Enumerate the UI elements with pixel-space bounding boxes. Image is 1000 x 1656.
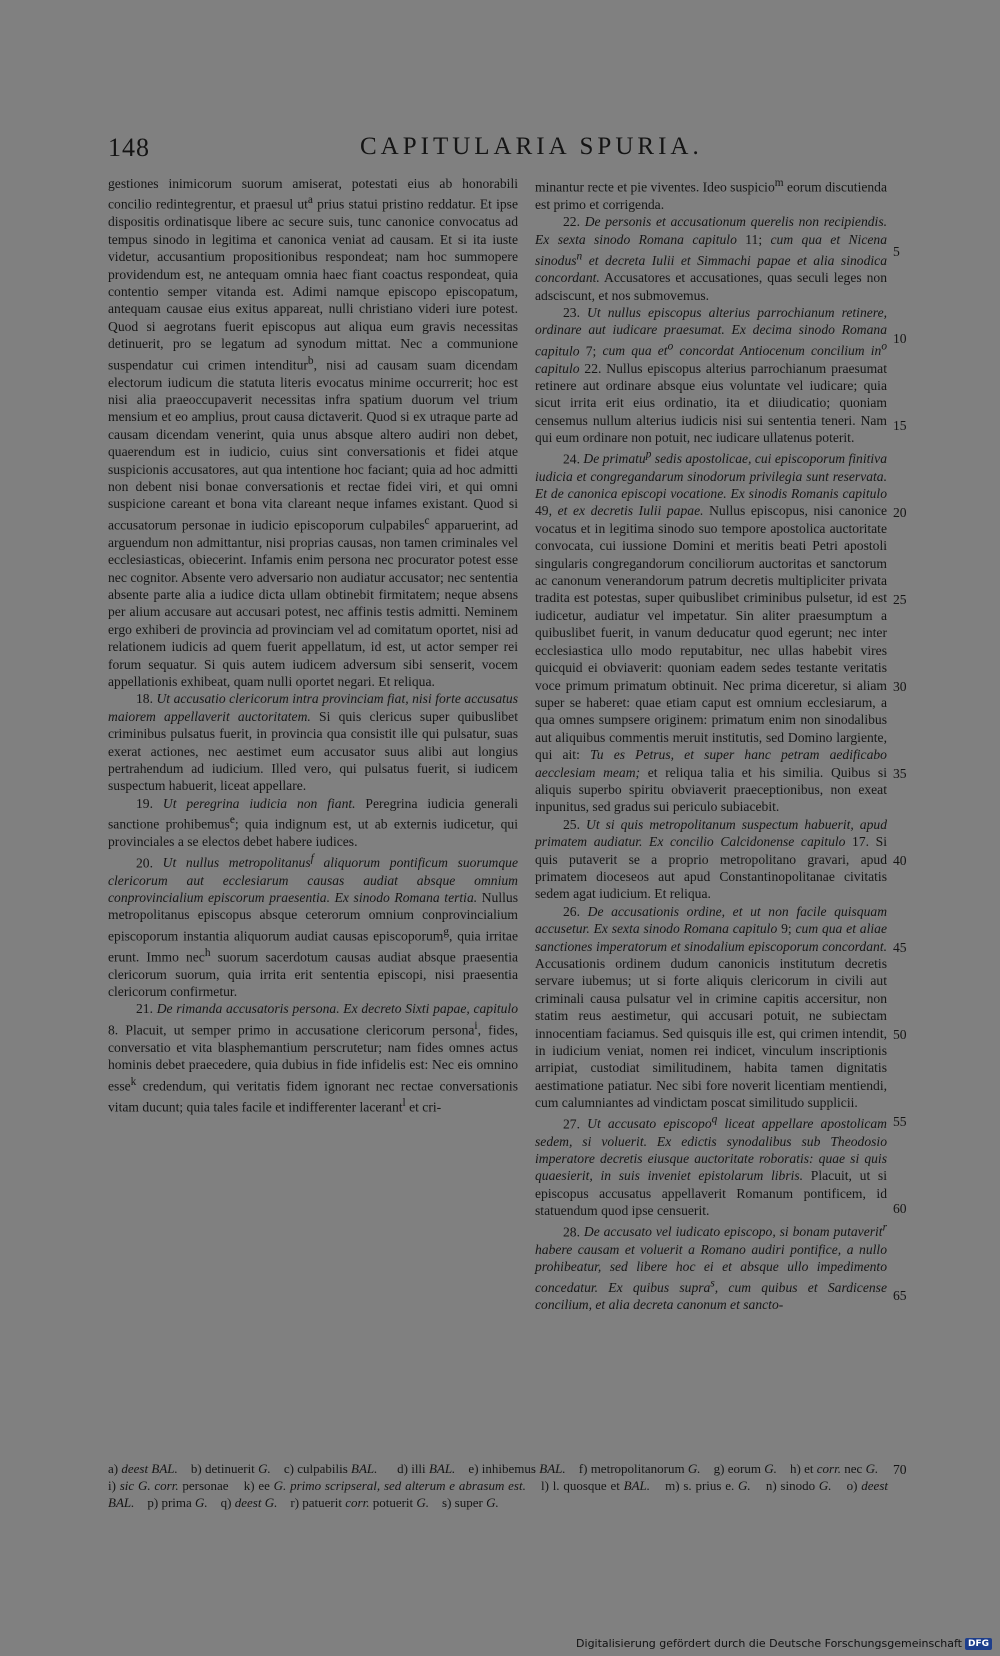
paragraph: 28. De accusato vel iudicato episcopo, si bonam putaverit$^r$ habere causam et voluerit a Romano audiri pontifice, a nullo prohibeatur, sed libere hoc ei et absque ullo impedimento concedatur. Ex quibus supra$^s$, cum quibus et Sardicense concilium, et alia decreta canonum et sancto- xyxy=(535,1221,887,1313)
line-number: 40 xyxy=(893,853,907,868)
paragraph: 18. Ut accusatio clericorum intra provinciam fiat, nisi forte accusatus maiorem appellaverit auctoritatem. Si quis clericus super quibuslibet criminibus pulsatus fuerit, in provincia qua consistit ille qui pulsatur, suas exerat actiones, nec aestimet eum accusator suus alibi aut longius pertrahendum ad iudicium. Illed vero, qui pulsatus fuerit, si iudicem suspectum habuerit, liceat appellare. xyxy=(108,691,519,794)
paragraph: 25. Ut si quis metropolitanum suspectum habuerit, apud primatem audiatur. Ex concilio Calcidonense capitulo 17. Si quis putaverit se a proprio metropolitano gravari, apud primatem dioceseos aut apud Constantinopolitanae civitatis sedem agat iudicium. Et reliqua. xyxy=(535,816,887,902)
line-number: 55 xyxy=(893,1114,907,1129)
paragraph: 19. Ut peregrina iudicia non fiant. Peregrina iudicia generali sanctione prohibemus$^e$; quia indignum est, ut ab externis iudicetur, qui provinciales a se electos debet habere iudices. xyxy=(108,795,519,850)
left-text-column xyxy=(108,175,518,1115)
paragraph: 21. De rimanda accusatoris persona. Ex decreto Sixti papae, capitulo 8. Placuit, ut semper primo in accusatione clericorum persona$^i$, fides, conversatio et vita blasphemantium perscrutetur; nam fides omnes actus hominis debet praecedere, quia dubius in fide infidelis est: Nec eis omnino esse$^k$ credendum, qui veritatis fidem ignorant nec rectae conversationis vitam ducunt; quia tales facile et indifferenter lacerant$^l$ et cri- xyxy=(108,1001,519,1115)
line-number: 65 xyxy=(893,1288,907,1303)
running-head: CAPITULARIA SPURIA. xyxy=(360,133,703,160)
line-number: 5 xyxy=(893,244,900,259)
line-number: 60 xyxy=(893,1201,907,1216)
paragraph: gestiones inimicorum suorum amiserat, potestati eius ab honorabili concilio redintegrentur, et praesul $ut^a$ prius statui pristino reddatur. Et ipse dispositis ordinatisque libere ac secure suis, tunc canonice convocatus ad tempus sinodo in legitima et canonica veniat ad causam. Et si ita iuste videtur, accusantium propositionibus respondeat; nam hoc summopere providendum est, ne antequam omnia haec fiant coactus respondeat, quia contentio semper vitanda est. Adimi namque episcopo episcopatum, antequam causae eius exitus appareat, nulli christiano videri iure potest. Quod si aegrotans fuerit episcopus aut aliqua eum gravis necessitas detinuerit, pro se legatum ad synodum mittat. Nec a communione suspendatur cui crimen intenditur$^b$, nisi ad causam suam dicendam electorum iudicum die statuta literis evocatus minime occurrerit; hoc est nisi alia praeoccupaverit necessitas infra spatium duorum vel trium mensium et eo amplius, prout causa dictaverit. Quod si ex utraque parte ad causam dicendam venerint, quia unus absque altero audiri non debet, quaerendum est in iudicio, cuius sint conversationis et fidei atque suspicionis accusatores, aut qua intentione hoc faciant; quia ad hoc admitti non debent nisi bonae conversationis et rectae fidei viri, et qui omni suspicione careant et bona vita clareant neque infames existant. Quod si accusatorum personae in iudicio episcoporum culpabiles$^c$ apparuerint, ad arguendum non admittantur, nisi proprias causas, non tamen criminales vel ecclesiasticas, obiecerint. Infamis enim persona nec procurator potest esse nec cognitor. Absente vero adversario non audiatur accusator; nec sententia absente parte alia a iudice dicta ullam obtinebit firmitatem; neque absens per alium accusare aut accusari potest, nec affinis testis admitti. Neminem ergo exhiberi de provincia ad provinciam vel ad comitatum oportet, nisi ad relationem iudicis ad quem fuerit appellatum, id est, ut actor semper rei forum sequatur. Si quis autem iudicem adversum sibi senserit, vocem appellationis exhibeat, quam nulli oportet negari. Et reliqua. xyxy=(108,176,519,689)
digitization-credit xyxy=(576,1637,992,1650)
footnotes: a) deest BAL. b) detinuerit G. c) culpabilis BAL. d) illi BAL. e) inhibemus BAL. f) metropolitanorum G. g) eorum G. h) et corr. nec G. i) sic G. corr. personae k) ee G. primo scripseral, sed alterum e abrasum est. l) l. quosque et BAL. m) s. prius e. G. n) sinodo G. o) deest BAL. p) prima G. q) deest G. r) patuerit corr. potuerit G. s) super G. xyxy=(108,1461,889,1510)
right-text-column xyxy=(535,175,887,1314)
line-number: 20 xyxy=(893,505,907,520)
line-number: 15 xyxy=(893,418,907,433)
line-number: 35 xyxy=(893,766,907,781)
footnote-line-number: 70 xyxy=(893,1462,907,1477)
line-number: 10 xyxy=(893,331,907,346)
paragraph: 24. De primatu$^p$ sedis apostolicae, cui episcoporum finitiva iudicia et congregandarum sinodorum privilegia sunt reservata. Et de canonica episcopi vocatione. Ex sinodis Romanis capitulo 49, et ex decretis Iulii papae. Nullus episcopus, nisi canonice vocatus et in legitima sinodo suo tempore apostolica auctoritate convocata, cui iussione Domini et meritis beati Petri apostoli singularis congregandorum conciliorum auctoritas et sanctorum ac canonum venerandorum patrum decretis multipliciter privata tradita est potestas, super quibuslibet criminibus pulsetur, id est iudicetur, audiatur vel impetatur. Sin aliter praesumptum a quibuslibet fuerit, in vanum deducatur quod egerunt; nec inter ecclesiastica ullo modo reputabitur, nec ullas habebit vires quicquid ei obviaverit: quoniam eadem sedes testante veritatis voce primum primatum obtinuit. Nec prima diceretur, si aliam super se haberet: quae etiam caput est omnium ecclesiarum, a qua omnes sumpsere originem: primatum enim non sinodalibus aut aliquibus commentis meruit institutis, sed Domino largiente, qui ait: Tu es Petrus, et super hanc petram aedificabo aecclesiam meam; et reliqua talia et his similia. Quibus si aliquis superbo spiritu obviaverit praeceptionibus, non exeat inpunitus, sed gradus sui periculo subiacebit. xyxy=(535,448,887,815)
paragraph: 20. Ut nullus metropolitanus$^f$ aliquorum pontificum suorumque clericorum aut ecclesiarum causas audiat absque omnium conprovincialium episcorum praesentia. Ex sinodo Romana tertia. Nullus metropolitanus episcopus absque ceterorum omnium conprovincialium episcoporum instantia aliquorum audiat causas episcoporum$^g$, quia irritae erunt. Immo nec$^h$ suorum sacerdotum causas audiat absque praesentia clericorum suorum, quia irrita erit sententia episcopi, nisi praesentia clericorum confirmetur. xyxy=(108,852,518,999)
paragraph: 23. Ut nullus episcopus alterius parrochianum retinere, ordinare aut iudicare praesumat. Ex decima sinodo Romana capitulo 7; cum qua $et^o$ concordat Antiocenum concilium $in^o$ capitulo 22. Nullus episcopus alterius parrochianum praesumat retinere aut ordinare absque eius voluntate vel iudicare; quia sicut irrita erit eius ordinatio, ita et diiudicatio; quoniam censemus nullum alterius iudicis nisi sui sententia teneri. Nam qui eum ordinare non potuit, nec iudicare ullatenus poterit. xyxy=(535,304,887,446)
line-number: 45 xyxy=(893,940,907,955)
paragraph: 22. De personis et accusationum querelis non recipiendis. Ex sexta sinodo Romana capitulo 11; cum qua et Nicena sinodus$^n$ et decreta Iulii et Simmachi papae et alia sinodica concordant. Accusatores et accusationes, quas seculi leges non adsciscunt, et nos submovemus. xyxy=(535,214,888,303)
line-number: 30 xyxy=(893,679,907,694)
paragraph: minantur recte et pie viventes. Ideo suspicio$^m$ eorum discutienda est primo et corrigenda. xyxy=(535,177,888,212)
page-number: 148 xyxy=(108,133,150,162)
line-number: 25 xyxy=(893,592,907,607)
paragraph: 26. De accusationis ordine, et ut non facile quisquam accusetur. Ex sexta sinodo Romana capitulo 9; cum qua et aliae sanctiones imperatorum et sinodalium episcoporum concordant. Accusationis ordinem dudum canonicis institutum decretis servare iubemus; ut si forte aliquis clericorum in civili aut criminali causa pulsatur vel in crimine capitis accersitur, non statim reus aestimetur, qui accusari potuit, ne subiectam innocentiam faciamus. Sed quisquis ille est, qui crimen intendit, in iudicium veniat, nomen rei indicet, vinculum inscriptionis arripiat, custodiat similitudinem, habita tamen dignitatis aestimatione patiatur. Nec sibi fore noverit licentiam mentiendi, cum calumniantes ad vindictam poscat similitudo supplicii. xyxy=(535,903,888,1111)
paragraph: 27. Ut accusato episcopo$^q$ liceat appellare apostolicam sedem, si voluerit. Ex edictis synodalibus sub Theodosio imperatore decretis eiusque auctoritate roboratis: quae si quis quaesierit, in suis inveniet epistolarum libris. Placuit, ut si episcopus accusatus appellaverit Romanum pontificem, id statuendum quod ipse censuerit. xyxy=(535,1113,887,1219)
credit-text: Digitalisierung gefördert durch die Deutsche Forschungsgemeinschaft xyxy=(576,1637,962,1650)
line-number: 50 xyxy=(893,1027,907,1042)
dfg-logo: DFG xyxy=(965,1638,992,1650)
